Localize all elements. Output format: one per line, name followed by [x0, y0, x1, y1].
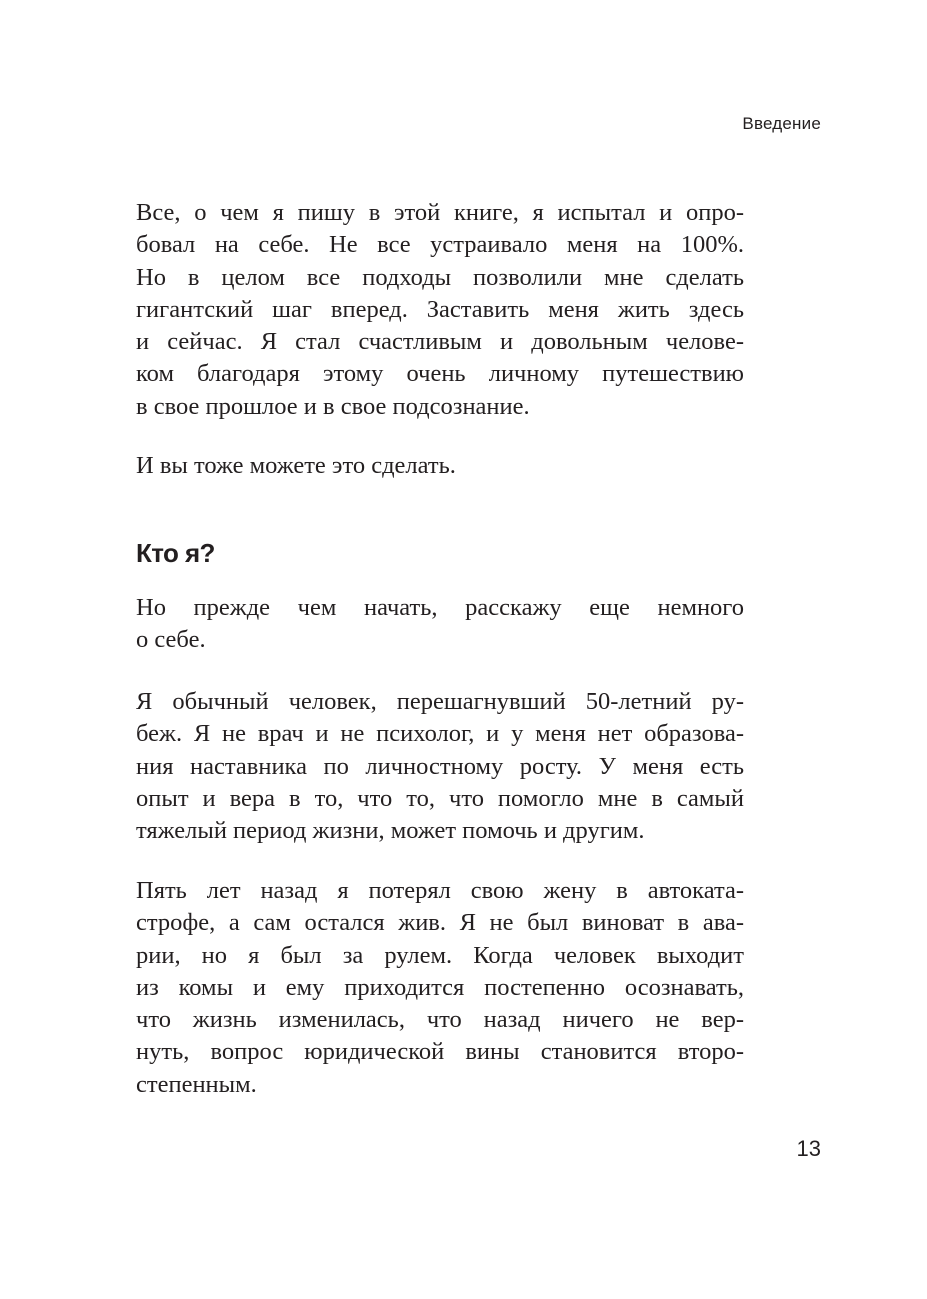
text-line: из комы и ему приходится постепенно осознавать,: [136, 973, 744, 1001]
text-line: беж. Я не врач и не психолог, и у меня нет образова-: [136, 720, 744, 748]
text-line: тяжелый период жизни, может помочь и другим.: [136, 817, 645, 845]
text-line: в свое прошлое и в свое подсознание.: [136, 392, 530, 420]
text-line: Но прежде чем начать, расскажу еще немного: [136, 594, 744, 621]
section-heading: Кто я?: [136, 538, 215, 568]
paragraph-intro: [136, 197, 744, 423]
page-number: 13: [796, 1136, 821, 1161]
text-line: ком благодаря этому очень личному путешествию: [136, 360, 744, 388]
text-line: Но в целом все подходы позволили мне сделать: [136, 263, 744, 291]
text-line: и сейчас. Я стал счастливым и довольным челове-: [136, 328, 744, 356]
text-line: нуть, вопрос юридической вины становится второ-: [136, 1038, 744, 1066]
paragraph-about-me: [136, 686, 744, 847]
text-line: опыт и вера в то, что то, что помогло мне в самый: [136, 784, 744, 812]
text-line: гигантский шаг вперед. Заставить меня жить здесь: [136, 295, 744, 323]
paragraph-before-start: [136, 592, 744, 657]
text-line: ния наставника по личностному росту. У меня есть: [136, 752, 744, 780]
running-head: Введение: [742, 114, 821, 133]
paragraph-accident: [136, 875, 744, 1101]
text-line: о себе.: [136, 626, 206, 654]
text-line: Пять лет назад я потерял свою жену в автоката-: [136, 877, 744, 904]
paragraph-you-can-too: [136, 450, 744, 482]
text-line: Все, о чем я пишу в этой книге, я испытал и опро-: [136, 199, 744, 226]
text-line: степенным.: [136, 1070, 257, 1098]
text-line: строфе, а сам остался жив. Я не был виноват в ава-: [136, 909, 744, 937]
text-line: И вы тоже можете это сделать.: [136, 452, 456, 479]
text-line: что жизнь изменилась, что назад ничего не вер-: [136, 1006, 744, 1034]
text-line: бовал на себе. Не все устраивало меня на 100%.: [136, 231, 744, 259]
text-line: Я обычный человек, перешагнувший 50-летний ру-: [136, 688, 744, 715]
text-line: рии, но я был за рулем. Когда человек выходит: [136, 941, 744, 969]
